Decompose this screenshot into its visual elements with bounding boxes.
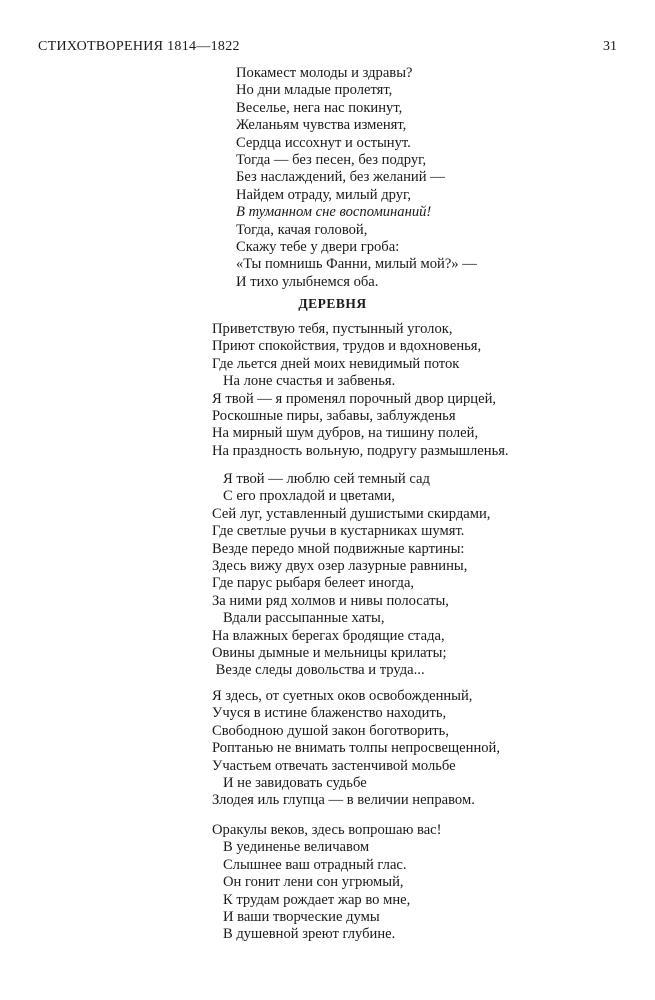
- verse-line: Я твой — люблю сей темный сад: [212, 471, 430, 487]
- verse-line: Скажу тебе у двери гроба:: [236, 239, 400, 256]
- verse-line: Везде передо мной подвижные картины:: [212, 540, 465, 557]
- verse-line: И тихо улыбнемся оба.: [236, 273, 379, 290]
- verse-line: На влажных берегах бродящие стада,: [212, 627, 445, 644]
- verse-line: К трудам рождает жар во мне,: [212, 891, 411, 908]
- verse-line: Овины дымные и мельницы крилаты;: [212, 645, 447, 662]
- verse-line: Но дни младые пролетят,: [236, 82, 393, 99]
- verse-line: Злодея иль глупца — в величии неправом.: [212, 792, 475, 809]
- verse-line: Тогда — без песен, без подруг,: [236, 152, 427, 169]
- verse-line: На лоне счастья и забвенья.: [212, 373, 396, 390]
- verse-line: В уединенье величавом: [212, 839, 370, 856]
- verse-line: Тогда, качая головой,: [236, 221, 368, 238]
- verse-line: Сердца иссохнут и остынут.: [236, 134, 411, 151]
- verse-line: Я здесь, от суетных оков освобожденный,: [212, 688, 473, 704]
- stanza: [212, 471, 490, 680]
- verse-line: Здесь вижу двух озер лазурные равнины,: [212, 558, 468, 575]
- verse-line: Он гонит лени сон угрюмый,: [212, 874, 404, 891]
- verse-line: Сей луг, уставленный душистыми скирдами,: [212, 505, 491, 522]
- verse-line: В туманном сне воспоминаний!: [236, 204, 432, 221]
- verse-line: Я твой — я променял порочный двор цирцей,: [212, 390, 497, 407]
- verse-line: За ними ряд холмов и нивы полосаты,: [212, 592, 449, 609]
- page-header: [38, 39, 617, 59]
- stanza: [212, 688, 500, 810]
- stanza: [212, 822, 442, 944]
- verse-line: Найдем отраду, милый друг,: [236, 186, 412, 203]
- verse-line: Веселье, нега нас покинут,: [236, 99, 403, 116]
- previous-poem-ending: [236, 65, 477, 291]
- verse-line: Где светлые ручьи в кустарниках шумят.: [212, 523, 465, 540]
- verse-line: Оракулы веков, здесь вопрошаю вас!: [212, 822, 442, 838]
- poem-title: ДЕРЕВНЯ: [298, 296, 367, 311]
- verse-line: В душевной зреют глубине.: [212, 926, 396, 943]
- verse-line: Вдали рассыпанные хаты,: [212, 610, 385, 627]
- verse-line: Покамест молоды и здравы?: [236, 65, 413, 81]
- verse-line: Приветствую тебя, пустынный уголок,: [212, 321, 453, 337]
- running-title: СТИХОТВОРЕНИЯ 1814—1822: [38, 39, 240, 54]
- verse-line: Везде следы довольства и труда...: [212, 662, 425, 679]
- verse-line: Роскошные пиры, забавы, заблужденья: [212, 408, 456, 425]
- verse-line: «Ты помнишь Фанни, милый мой?» —: [236, 256, 477, 273]
- stanza: [212, 321, 509, 460]
- verse-line: Где парус рыбаря белеет иногда,: [212, 575, 415, 592]
- verse-line: Приют спокойствия, трудов и вдохновенья,: [212, 338, 482, 355]
- verse-line: И ваши творческие думы: [212, 909, 380, 926]
- verse-line: И не завидовать судьбе: [212, 775, 367, 792]
- verse-line: Учуся в истине блаженство находить,: [212, 705, 447, 722]
- verse-line: Роптанью не внимать толпы непросвещенной,: [212, 740, 501, 757]
- verse-line: С его прохладой и цветами,: [212, 488, 395, 505]
- page-number: 31: [603, 39, 617, 54]
- verse-line: Свободною душой закон боготворить,: [212, 722, 449, 739]
- verse-line: Желаньям чувства изменят,: [236, 117, 407, 134]
- verse-line: На мирный шум дубров, на тишину полей,: [212, 425, 479, 442]
- verse-line: На праздность вольную, подругу размышленья.: [212, 442, 509, 459]
- verse-line: Где льется дней моих невидимый поток: [212, 355, 460, 372]
- verse-line: Участьем отвечать застенчивой мольбе: [212, 757, 456, 774]
- verse-line: Без наслаждений, без желаний —: [236, 169, 445, 186]
- verse-line: Слышнее ваш отрадный глас.: [212, 856, 407, 873]
